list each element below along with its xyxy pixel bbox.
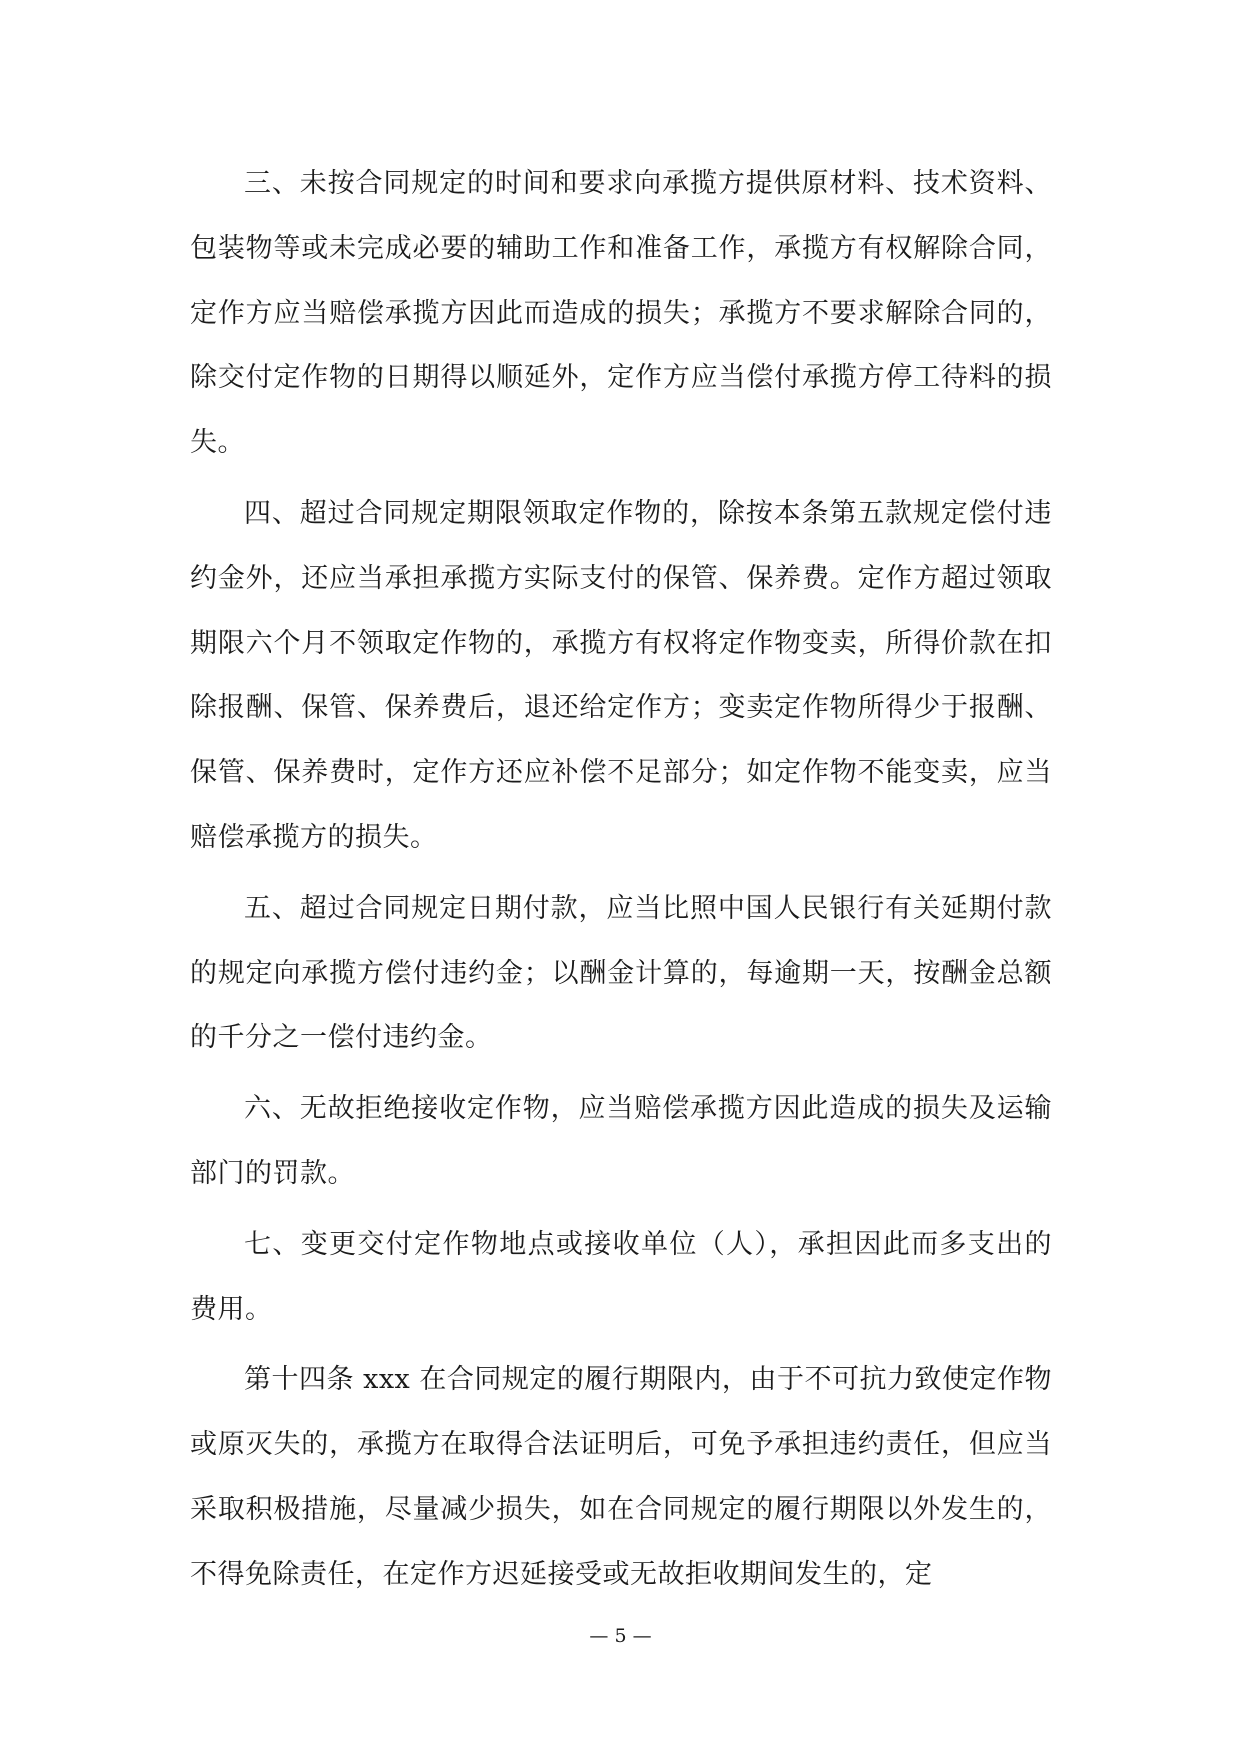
paragraph-article-14: 第十四条 xxx 在合同规定的履行期限内，由于不可抗力致使定作物或原灭失的，承揽方在取得合法证明后，可免予承担违约责任，但应当采取积极措施，尽量减少损失，如在合同规定的履行期限以外发生的，不得免除责任，在定作方迟延接受或无故拒收期间发生的，定 [190,1364,1052,1590]
paragraph-clause-3: 三、未按合同规定的时间和要求向承揽方提供原材料、技术资料、包装物等或未完成必要的辅助工作和准备工作，承揽方有权解除合同，定作方应当赔偿承揽方因此而造成的损失；承揽方不要求解除合同的，除交付定作物的日期得以顺延外，定作方应当偿付承揽方停工待料的损失。 [190,168,1052,459]
paragraph-clause-7: 七、变更交付定作物地点或接收单位（人），承担因此而多支出的费用。 [190,1228,1052,1325]
document-body [190,152,1052,1614]
paragraph-clause-5: 五、超过合同规定日期付款，应当比照中国人民银行有关延期付款的规定向承揽方偿付违约金；以酬金计算的，每逾期一天，按酬金总额的千分之一偿付违约金。 [190,892,1052,1054]
page-number: — 5 — [589,1625,652,1647]
paragraph-clause-6: 六、无故拒绝接收定作物，应当赔偿承揽方因此造成的损失及运输部门的罚款。 [190,1093,1052,1189]
paragraph-clause-4: 四、超过合同规定期限领取定作物的，除按本条第五款规定偿付违约金外，还应当承担承揽方实际支付的保管、保养费。定作方超过领取期限六个月不领取定作物的，承揽方有权将定作物变卖，所得价款在扣除报酬、保管、保养费后，退还给定作方；变卖定作物所得少于报酬、保管、保养费时，定作方还应补偿不足部分；如定作物不能变卖，应当赔偿承揽方的损失。 [190,497,1052,853]
